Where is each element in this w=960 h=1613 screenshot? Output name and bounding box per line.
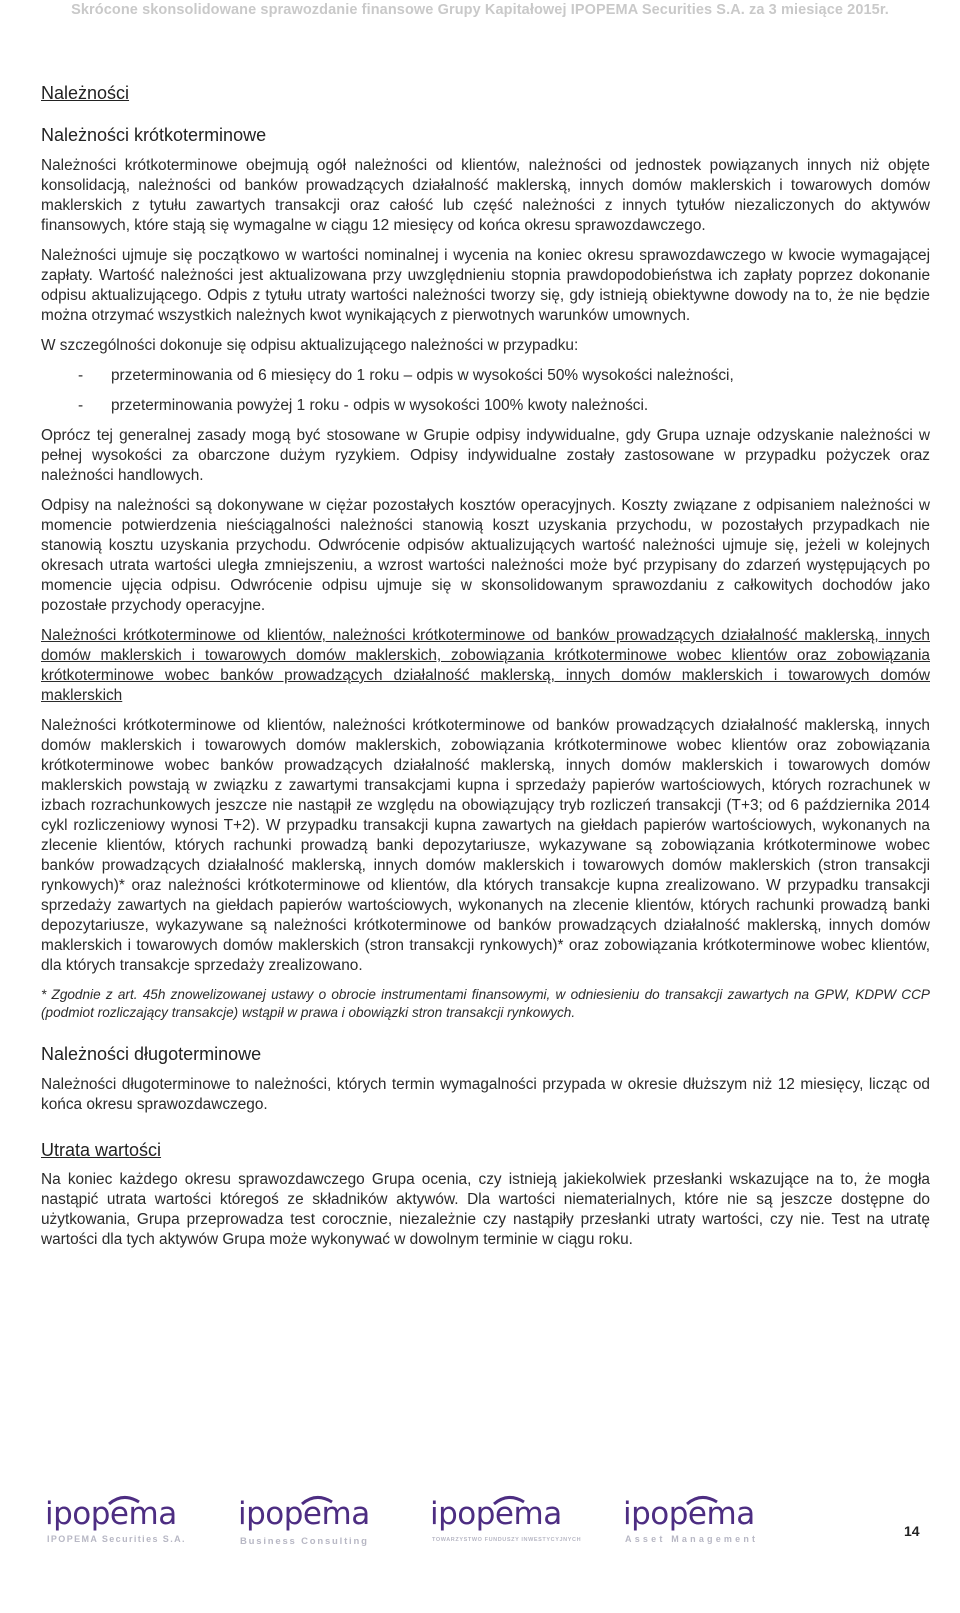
document-header: Skrócone skonsolidowane sprawozdanie finansowe Grupy Kapitałowej IPOPEMA Securities S.A. za 3 miesiące 2015r.	[71, 2, 889, 18]
footer-logos	[0, 1494, 960, 1554]
section-title-receivables: Należności	[41, 83, 130, 103]
impairment-cases-list	[41, 366, 930, 416]
footnote: * Zgodnie z art. 45h znowelizowanej ustawy o obrocie instrumentami finansowymi, w odniesieniu do transakcji zawartych na GPW, KDPW CCP (podmiot rozliczający transakcje) wstąpił w prawa i obowiązki stron transakcji rynkowych.	[41, 987, 930, 1020]
logo-subtitle: TOWARZYSTWO FUNDUSZY INWESTYCYJNYCH	[432, 1537, 582, 1543]
section-title-long-term: Należności długoterminowe	[41, 1044, 262, 1064]
logo-subtitle: Business Consulting	[240, 1536, 369, 1547]
dash-bullet: -	[78, 397, 84, 414]
page-number: 14	[904, 1523, 920, 1539]
paragraph: W szczególności dokonuje się odpisu aktualizującego należności w przypadku:	[41, 337, 579, 354]
paragraph: Należności ujmuje się początkowo w wartości nominalnej i wycenia na koniec okresu sprawozdawczego w kwocie wymagającej zapłaty. Wartość należności jest aktualizowana przy uwzględnieniu stopnia prawdopodobieństwa ich zapłaty poprzez dokonanie odpisu aktualizującego. Odpis z tytułu utraty wartości należności tworzy się, gdy istnieją obiektywne dowody na to, że nie będzie można otrzymać wszystkich należnych kwot wynikających z pierwotnych warunków umownych.	[41, 247, 930, 324]
paragraph: Należności długoterminowe to należności, których termin wymagalności przypada w okresie dłuższym niż 12 miesięcy, licząc od końca okresu sprawozdawczego.	[41, 1076, 930, 1113]
list-item: - przeterminowania od 6 miesięcy do 1 roku – odpis w wysokości 50% wysokości należności,	[78, 367, 734, 384]
document-body	[41, 82, 930, 1260]
paragraph: Należności krótkoterminowe od klientów, należności krótkoterminowe od banków prowadzących działalność maklerską, innych domów maklerskich i towarowych domów maklerskich, zobowiązania krótkoterminowe wobec klientów oraz zobowiązania krótkoterminowe wobec banków prowadzących działalność maklerską, innych domów maklerskich i towarowych domów maklerskich powstają w związku z zawartymi transakcjami kupna i sprzedaży papierów wartościowych, których rozrachunek w izbach rozrachunkowych jeszcze nie nastąpił ze względu na obowiązujący tryb rozliczeń transakcji (T+3; od 6 października 2014 cykl rozliczeniowy wynosi T+2). W przypadku transakcji kupna zawartych na giełdach papierów wartościowych, wykonanych na zlecenie klientów, których rachunki prowadzą banki depozytariusze, wykazywane są zobowiązania krótkoterminowe wobec banków prowadzących działalność maklerską, innych domów maklerskich i towarowych domów maklerskich (stron transakcji rynkowych)* oraz należności krótkoterminowe od klientów, dla których transakcje kupna zrealizowano. W przypadku transakcji sprzedaży zawartych na giełdach papierów wartościowych, wykonanych na zlecenie klientów, których rachunki prowadzą banki depozytariusze, wykazywane są należności krótkoterminowe od banków prowadzących działalność maklerską, innych domów maklerskich i towarowych domów maklerskich (stron transakcji rynkowych)* oraz zobowiązania krótkoterminowe wobec klientów, dla których transakcje sprzedaży zrealizowano.	[41, 717, 930, 974]
dash-bullet: -	[78, 367, 84, 384]
ipopema-securities-logo	[43, 1494, 186, 1550]
logo-wordmark	[428, 1494, 568, 1534]
logo-wordmark	[236, 1494, 376, 1534]
subsection-heading-underlined: Należności krótkoterminowe od klientów, należności krótkoterminowe od banków prowadzących działalność maklerską, innych domów maklerskich i towarowych domów maklerskich, zobowiązania krótkoterminowe wobec klientów oraz zobowiązania krótkoterminowe wobec banków prowadzących działalność maklerską, innych domów maklerskich i towarowych domów maklerskich	[41, 627, 930, 704]
ipopema-tfi-logo	[428, 1494, 582, 1550]
logo-subtitle: Asset Management	[625, 1534, 759, 1544]
svg-text:ipopema: ipopema	[623, 1496, 755, 1532]
section-title-impairment: Utrata wartości	[41, 1140, 162, 1160]
ipopema-business-consulting-logo	[236, 1494, 376, 1550]
logo-subtitle: IPOPEMA Securities S.A.	[47, 1534, 186, 1544]
paragraph: Oprócz tej generalnej zasady mogą być stosowane w Grupie odpisy indywidualne, gdy Grupa uznaje odzyskanie należności w pełnej wysokości za obarczone dużym ryzykiem. Odpisy indywidualne zostały zastosowane w przypadku pożyczek oraz należności handlowych.	[41, 427, 930, 484]
logo-wordmark	[621, 1494, 761, 1534]
ipopema-asset-management-logo	[621, 1494, 761, 1550]
svg-text:ipopema: ipopema	[45, 1496, 177, 1532]
svg-text:ipopema: ipopema	[430, 1496, 562, 1532]
paragraph: Odpisy na należności są dokonywane w ciężar pozostałych kosztów operacyjnych. Koszty związane z odpisaniem należności w momencie potwierdzenia nieściągalności należności stanowią koszt uzyskania przychodu, w pozostałych przypadkach nie stanowią kosztu uzyskania przychodu. Odwrócenie odpisów aktualizujących wartość należności ujmuje się, jeżeli w kolejnych okresach utrata wartości uległa zmniejszeniu, a wzrost wartości należności może być przypisany do zdarzeń występujących po momencie ujęcia odpisu. Odwrócenie odpisu ujmuje się w skonsolidowanym sprawozdaniu z całkowitych dochodów jako pozostałe przychody operacyjne.	[41, 497, 930, 614]
list-item: - przeterminowania powyżej 1 roku - odpis w wysokości 100% kwoty należności.	[78, 397, 649, 414]
logo-wordmark	[43, 1494, 183, 1534]
section-title-short-term: Należności krótkoterminowe	[41, 125, 267, 145]
paragraph: Należności krótkoterminowe obejmują ogół należności od klientów, należności od jednostek powiązanych innych niż objęte konsolidacją, należności od banków prowadzących działalność maklerską, innych domów maklerskich i towarowych domów maklerskich z tytułu zawartych transakcji oraz całość lub część należności z innych tytułów niezaliczonych do aktywów finansowych, które stają się wymagalne w ciągu 12 miesięcy od końca okresu sprawozdawczego.	[41, 157, 930, 234]
svg-text:ipopema: ipopema	[238, 1496, 370, 1532]
paragraph: Na koniec każdego okresu sprawozdawczego Grupa ocenia, czy istnieją jakiekolwiek przesłanki wskazujące na to, że mogła nastąpić utrata wartości któregoś ze składników aktywów. Dla wartości niematerialnych, które nie są jeszcze dostępne do użytkowania, Grupa przeprowadza test corocznie, niezależnie czy nastąpiły przesłanki utraty wartości, czy nie. Test na utratę wartości dla tych aktywów Grupa może wykonywać w dowolnym terminie w ciągu roku.	[41, 1171, 930, 1248]
